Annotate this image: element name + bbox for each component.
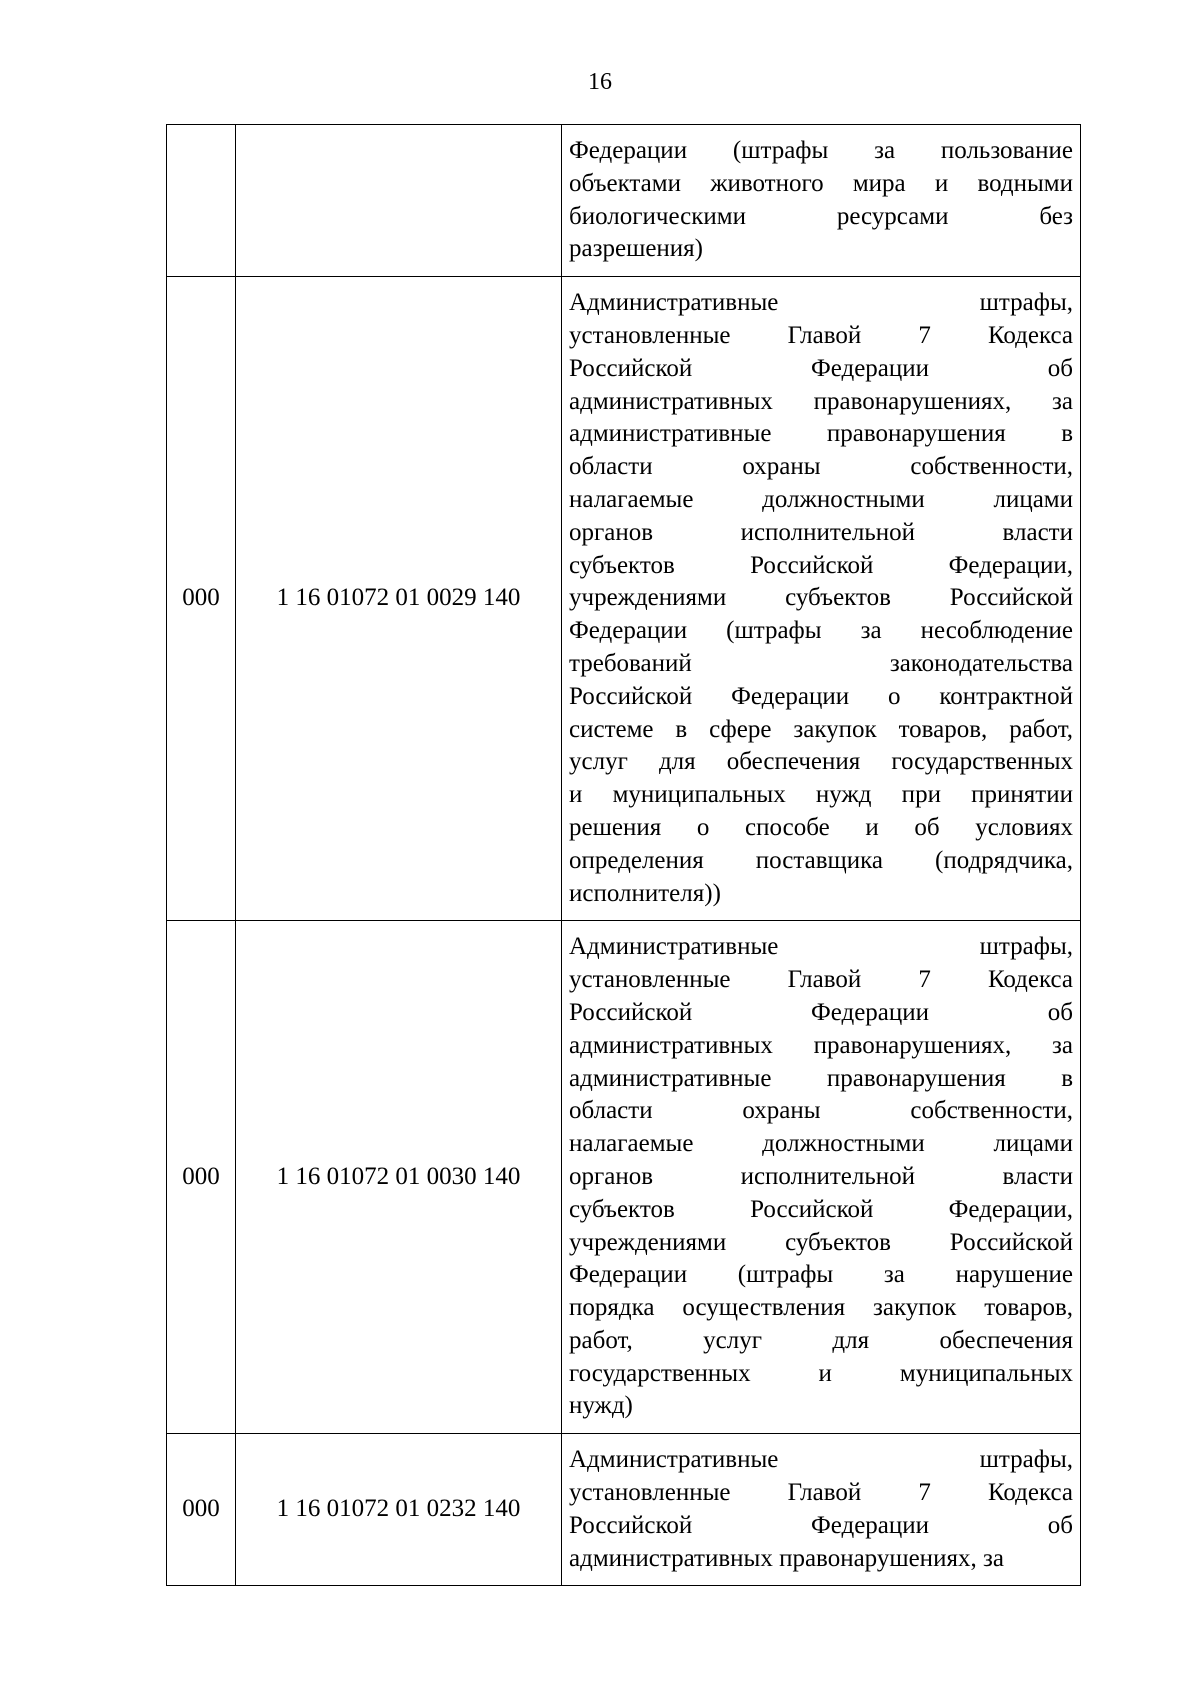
- description-cell: [562, 125, 1081, 277]
- description-line: биологическими ресурсами без: [569, 202, 1073, 230]
- description-line: услуг для обеспечения государственных: [569, 748, 1073, 776]
- description-line: решения о способе и об условиях: [569, 813, 1073, 841]
- description-cell: [562, 921, 1081, 1434]
- budget-code-cell: 1 16 01072 01 0232 140: [236, 1434, 562, 1586]
- description-line: области охраны собственности,: [569, 1097, 1073, 1125]
- admin-code-cell: 000: [167, 921, 236, 1434]
- description-line: области охраны собственности,: [569, 453, 1073, 481]
- description-line: Федерации (штрафы за пользование: [569, 137, 1073, 164]
- description-line: Федерации (штрафы за нарушение: [569, 1261, 1073, 1289]
- table-row: [167, 125, 1081, 277]
- description-line: Административные штрафы,: [569, 933, 1073, 961]
- description-line: Российской Федерации об: [569, 354, 1073, 382]
- description-line: налагаемые должностными лицами: [569, 485, 1073, 513]
- description-line: определения поставщика (подрядчика,: [569, 846, 1073, 874]
- description-cell: [562, 1434, 1081, 1586]
- admin-code-cell: 000: [167, 1434, 236, 1586]
- description-line: учреждениями субъектов Российской: [569, 1228, 1073, 1256]
- description-line: Российской Федерации об: [569, 1511, 1073, 1539]
- page-number: 16: [588, 69, 612, 95]
- description-line: административных правонарушениях, за: [569, 1544, 1004, 1572]
- description-line: Российской Федерации об: [569, 998, 1073, 1026]
- description-line: порядка осуществления закупок товаров,: [569, 1294, 1073, 1322]
- description-line: субъектов Российской Федерации,: [569, 1195, 1073, 1223]
- description-line: работ, услуг для обеспечения: [569, 1326, 1073, 1354]
- budget-code-cell: 1 16 01072 01 0030 140: [236, 921, 562, 1434]
- description-line: системе в сфере закупок товаров, работ,: [569, 715, 1073, 743]
- description-line: органов исполнительной власти: [569, 518, 1073, 546]
- description-cell: [562, 277, 1081, 921]
- admin-code-cell: [167, 125, 236, 277]
- table-row: [167, 921, 1081, 1434]
- description-line: разрешения): [569, 235, 703, 263]
- description-line: Российской Федерации о контрактной: [569, 682, 1073, 710]
- budget-codes-table: [166, 124, 1081, 1586]
- description-line: требований законодательства: [569, 649, 1073, 677]
- description-line: субъектов Российской Федерации,: [569, 551, 1073, 579]
- description-line: установленные Главой 7 Кодекса: [569, 966, 1073, 994]
- description-line: Административные штрафы,: [569, 289, 1073, 317]
- description-line: учреждениями субъектов Российской: [569, 584, 1073, 612]
- description-line: государственных и муниципальных: [569, 1359, 1073, 1387]
- budget-code-cell: [236, 125, 562, 277]
- description-line: административных правонарушениях, за: [569, 1031, 1073, 1059]
- description-line: установленные Главой 7 Кодекса: [569, 1479, 1073, 1507]
- table-row: [167, 277, 1081, 921]
- admin-code-cell: 000: [167, 277, 236, 921]
- description-line: Административные штрафы,: [569, 1446, 1073, 1474]
- description-line: налагаемые должностными лицами: [569, 1130, 1073, 1158]
- description-line: административных правонарушениях, за: [569, 387, 1073, 415]
- budget-code-cell: 1 16 01072 01 0029 140: [236, 277, 562, 921]
- description-line: административные правонарушения в: [569, 1064, 1073, 1092]
- description-line: нужд): [569, 1392, 633, 1420]
- description-line: установленные Главой 7 Кодекса: [569, 321, 1073, 349]
- table-row: [167, 1434, 1081, 1586]
- description-line: и муниципальных нужд при принятии: [569, 781, 1073, 809]
- table-body: [167, 125, 1081, 1586]
- description-line: Федерации (штрафы за несоблюдение: [569, 617, 1073, 645]
- description-line: объектами животного мира и водными: [569, 169, 1073, 197]
- description-line: органов исполнительной власти: [569, 1162, 1073, 1190]
- description-line: исполнителя)): [569, 879, 721, 907]
- description-line: административные правонарушения в: [569, 420, 1073, 448]
